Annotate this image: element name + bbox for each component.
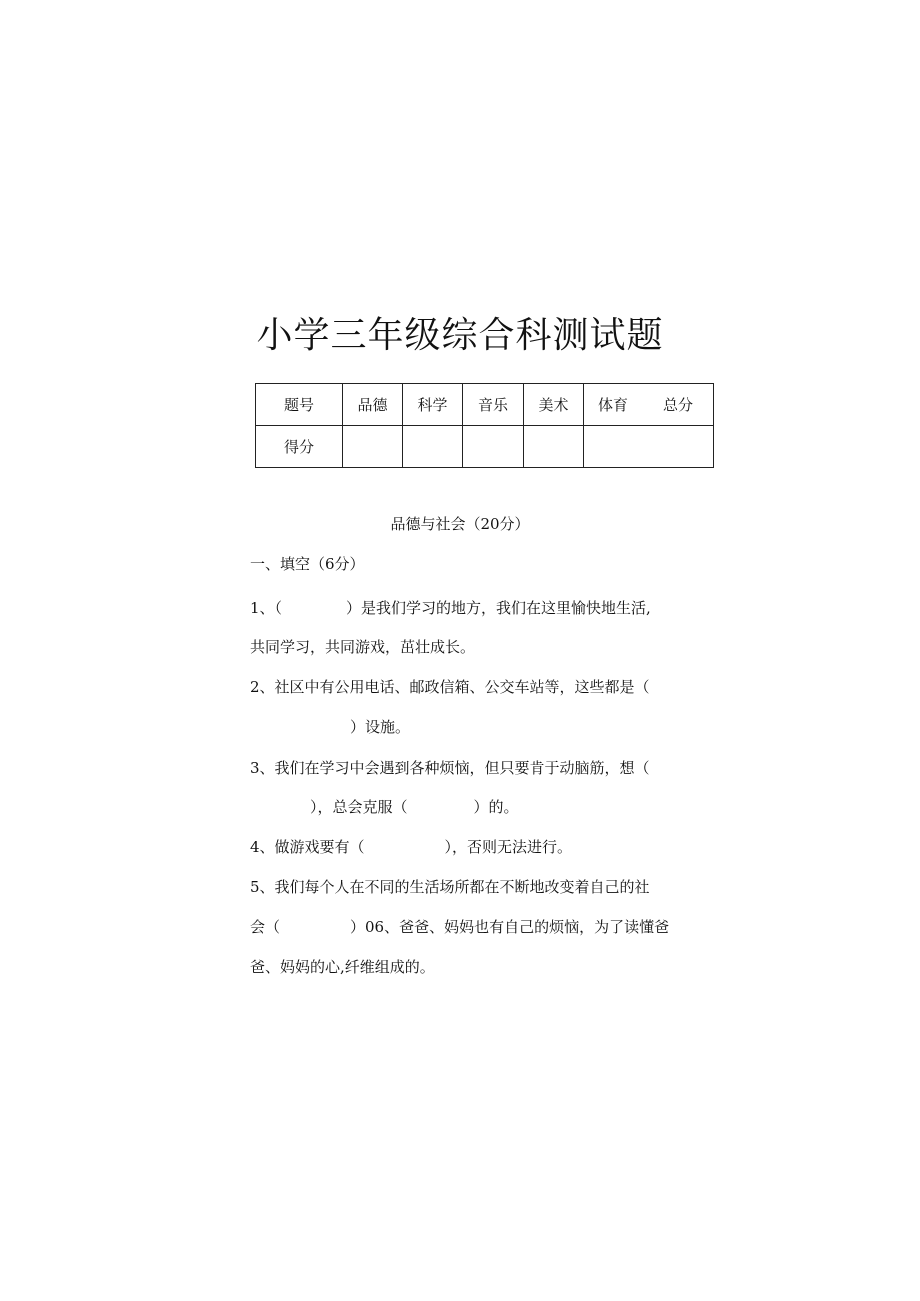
q4-prefix: 4、做游戏要有（ [250,838,365,856]
score-cell-music [463,426,524,468]
part-heading-fill-blank: 一、填空（6分） [250,555,365,573]
header-music: 音乐 [463,384,524,426]
score-cell-art [524,426,584,468]
q5-text: 5、我们每个人在不同的生活场所都在不断地改变着自己的社 [250,878,650,896]
score-table-header-row [256,384,714,426]
header-art: 美术 [524,384,584,426]
header-total: 总分 [662,396,693,414]
q3-continuation-a: ），总会克服（ [310,798,408,816]
header-morality: 品德 [343,384,403,426]
q1-text: ）是我们学习的地方，我们在这里愉快地生活, [346,599,651,617]
question-5-line-3 [250,954,720,980]
score-table [255,383,714,468]
q3-continuation-b: ）的。 [473,798,519,816]
header-pe-total-cell [584,384,714,426]
question-2-line-1 [250,674,720,700]
question-1-line-2 [250,634,720,660]
question-3-line-2 [250,794,720,820]
q1-prefix: 1、（ [250,599,283,617]
header-science: 科学 [403,384,463,426]
q5-ending: 爸、妈妈的心,纤维组成的。 [250,958,435,976]
score-cell-pe-total [584,426,714,468]
q2-continuation: ）设施。 [350,718,411,736]
question-5-line-2 [250,914,720,940]
page-title: 小学三年级综合科测试题 [256,315,664,356]
q1-continuation: 共同学习，共同游戏，茁壮成长。 [250,638,476,656]
q5-prefix: 会（ [250,918,281,936]
question-5-line-1 [250,874,720,900]
question-2-line-2 [250,714,720,740]
q4-text: ），否则无法进行。 [444,838,573,856]
score-table-score-row [256,426,714,468]
header-pe: 体育 [598,396,629,414]
question-3-line-1 [250,755,720,781]
score-cell-science [403,426,463,468]
question-1-line-1 [250,595,720,621]
q2-text: 2、社区中有公用电话、邮政信箱、公交车站等，这些都是（ [250,678,650,696]
header-question-number: 题号 [256,384,343,426]
q3-text: 3、我们在学习中会遇到各种烦恼，但只要肯于动脑筋，想（ [250,759,650,777]
score-cell-morality [343,426,403,468]
question-4 [250,834,720,860]
section-heading: 品德与社会（20分） [390,515,530,533]
q5-continuation: ）06、爸爸、妈妈也有自己的烦恼，为了读懂爸 [350,918,670,936]
row-label-score: 得分 [256,426,343,468]
